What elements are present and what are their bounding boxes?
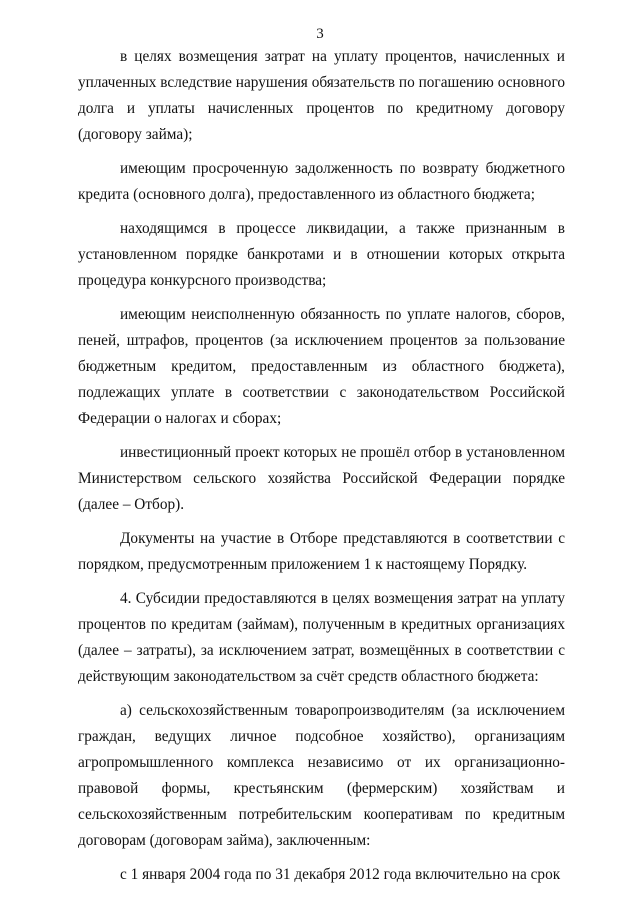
paragraph-purpose-interest-costs: в целях возмещения затрат на уплату процентов, начисленных и уплаченных вследствие нарушения обязательств по погашению основного долга и уплаты начисленных процентов по кредитному договору (договору займа); xyxy=(78,48,565,143)
document-body xyxy=(78,44,565,896)
paragraph-overdue-budget-credit: имеющим просроченную задолженность по возврату бюджетного кредита (основного долга), предоставленного из областного бюджета; xyxy=(78,160,565,203)
paragraph-liquidation-bankruptcy: находящимся в процессе ликвидации, а также признанным в установленном порядке банкротами и в отношении которых открыта процедура конкурсного производства; xyxy=(78,220,565,289)
paragraph-selection-documents: Документы на участие в Отборе представляются в соответствии с порядком, предусмотренным приложением 1 к настоящему Порядку. xyxy=(78,530,565,573)
paragraph-unpaid-taxes: имеющим неисполненную обязанность по уплате налогов, сборов, пеней, штрафов, процентов (за исключением процентов за пользование бюджетным кредитом, предоставленным из областного бюджета), подлежащих уплате в соответствии с законодательством Российской Федерации о налогах и сборах; xyxy=(78,306,565,427)
paragraph-clause-4a-producers: а) сельскохозяйственным товаропроизводителям (за исключением граждан, ведущих личное подсобное хозяйство), организациям агропромышленного комплекса независимо от их организационно-правовой формы, крестьянским (фермерским) хозяйствам и сельскохозяйственным потребительским кооперативам по кредитным договорам (договорам займа), заключенным: xyxy=(78,702,565,849)
paragraph-date-range: с 1 января 2004 года по 31 декабря 2012 года включительно на срок xyxy=(120,866,561,883)
paragraph-investment-project-selection: инвестиционный проект которых не прошёл отбор в установленном Министерством сельского хозяйства Российской Федерации порядке (далее – Отбор). xyxy=(78,444,565,513)
page-number: 3 xyxy=(316,26,324,42)
paragraph-clause-4-subsidies: 4. Субсидии предоставляются в целях возмещения затрат на уплату процентов по кредитам (займам), полученным в кредитных организациях (далее – затраты), за исключением затрат, возмещённых в соответствии с действующим законодательством за счёт средств областного бюджета: xyxy=(78,590,565,685)
